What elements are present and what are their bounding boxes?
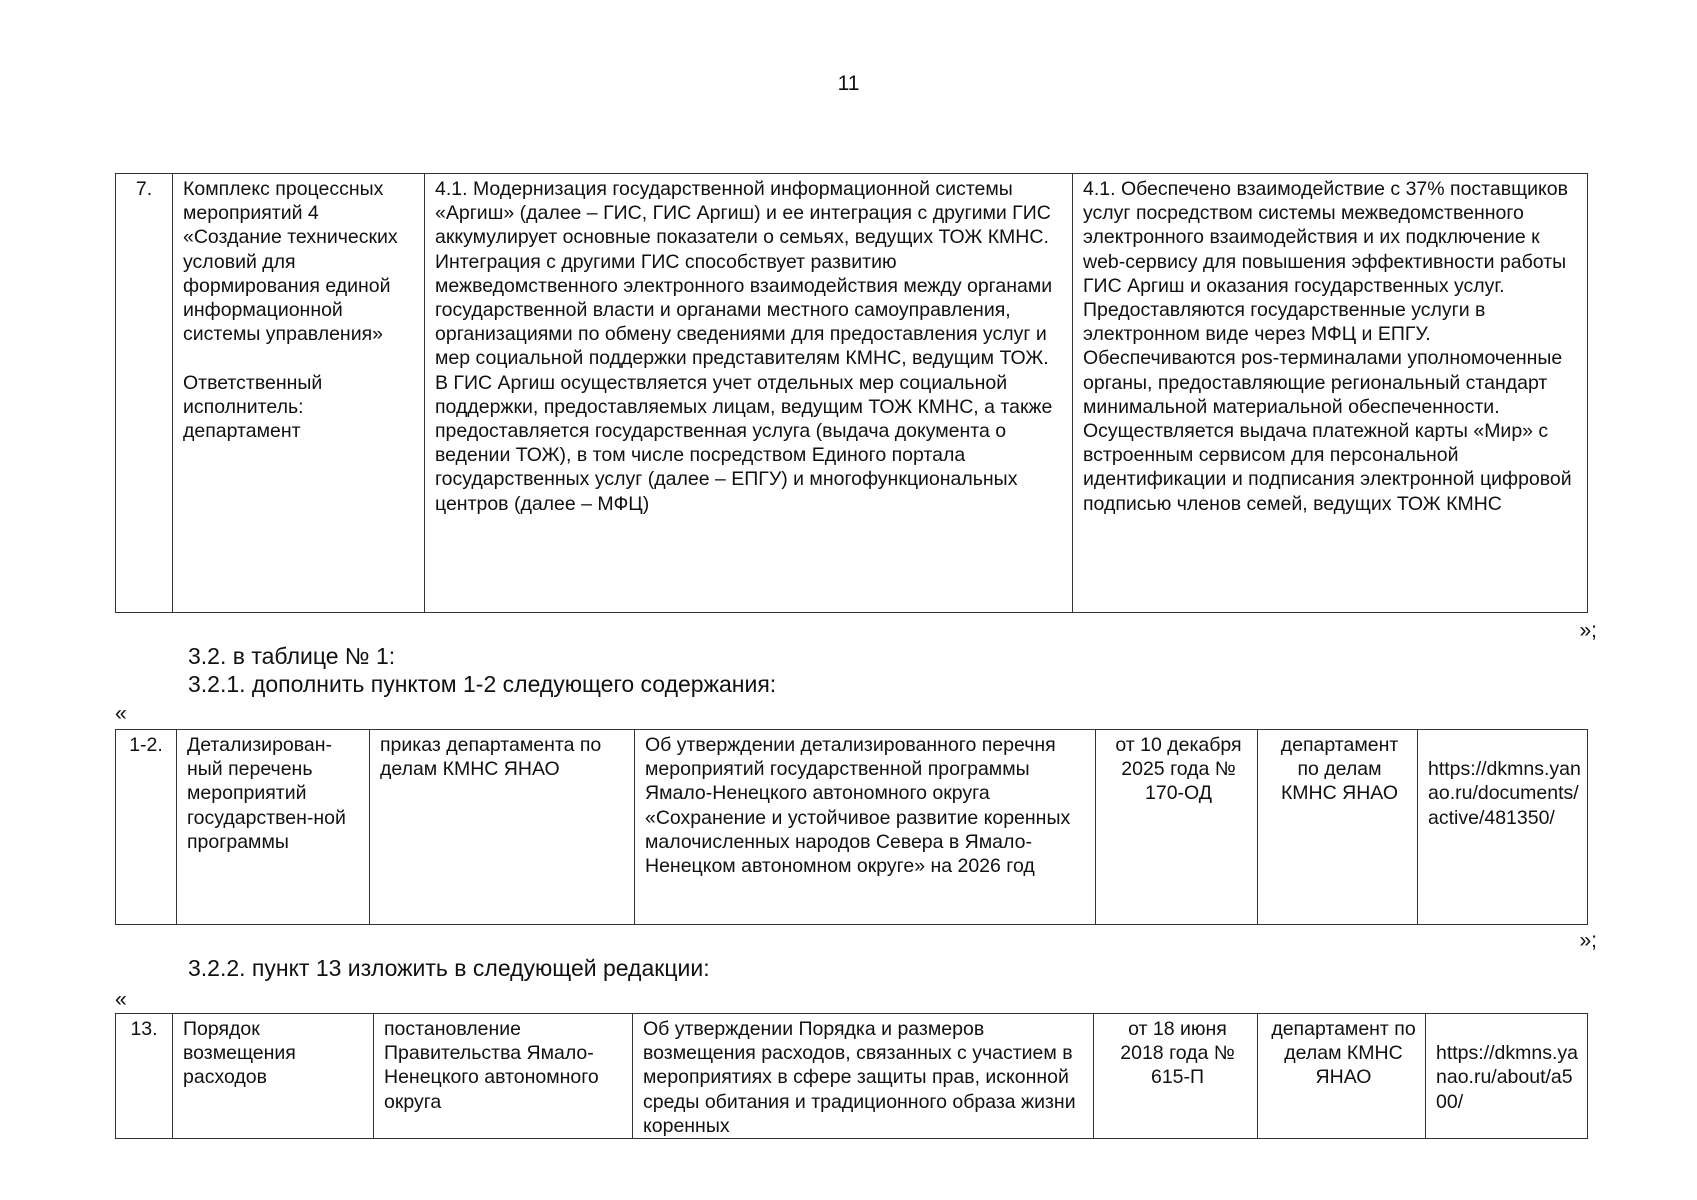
row-number: 7. bbox=[116, 174, 173, 613]
documents-table bbox=[115, 729, 1588, 925]
amendment-item: 3.2.1. дополнить пунктом 1-2 следующего содержания: bbox=[188, 671, 777, 697]
table-row bbox=[116, 1014, 1588, 1139]
document-name-cell: Порядок возмещения расходов bbox=[173, 1014, 374, 1139]
row-number: 13. bbox=[116, 1014, 173, 1139]
authority-cell: департамент по делам КМНС ЯНАО bbox=[1258, 1014, 1426, 1139]
opening-quote: « bbox=[115, 988, 127, 1011]
row-number: 1-2. bbox=[116, 730, 177, 925]
document-type-cell: постановление Правительства Ямало-Ненецкого автономного округа bbox=[374, 1014, 633, 1139]
link-cell bbox=[1418, 730, 1588, 925]
table-row bbox=[116, 730, 1588, 925]
amendment-item: 3.2.2. пункт 13 изложить в следующей редакции: bbox=[188, 955, 710, 981]
authority-cell: департамент по делам КМНС ЯНАО bbox=[1258, 730, 1418, 925]
link-cell bbox=[1426, 1014, 1588, 1139]
documents-table bbox=[115, 1013, 1588, 1139]
task-cell: 4.1. Модернизация государственной информационной системы «Аргиш» (далее – ГИС, ГИС Аргиш) и ее интеграция с другими ГИС аккумулирует основные показатели о семьях, ведущих ТОЖ КМНС. Интеграция с другими ГИС способствует развитию межведомственного электронного взаимодействия между органами государственной власти и органами местного самоуправления, организациями по обмену сведениями для предоставления услуг и мер социальной поддержки представителям КМНС, ведущим ТОЖ. В ГИС Аргиш осуществляется учет отдельных мер социальной поддержки, предоставляемых лицам, ведущим ТОЖ КМНС, а также предоставляется государственная услуга (выдача документа о ведении ТОЖ), в том числе посредством Единого портала государственных услуг (далее – ЕПГУ) и многофункциональных центров (далее – МФЦ) bbox=[425, 174, 1073, 613]
opening-quote: « bbox=[115, 702, 127, 725]
section-heading: 3.2. в таблице № 1: bbox=[188, 643, 396, 669]
document-title-cell: Об утверждении детализированного перечня мероприятий государственной программы Ямало-Ненецкого автономного округа «Сохранение и устойчивое развитие коренных малочисленных народов Севера в Ямало-Ненецком автономном округе» на 2026 год bbox=[635, 730, 1096, 925]
document-name-cell: Детализирован-ный перечень мероприятий государствен-ной программы bbox=[177, 730, 370, 925]
program-activities-table bbox=[115, 173, 1588, 613]
closing-quote: »; bbox=[1579, 929, 1597, 952]
document-title-cell: Об утверждении Порядка и размеров возмещения расходов, связанных с участием в мероприятиях в сфере защиты прав, исконной среды обитания и традиционного образа жизни коренных bbox=[633, 1014, 1094, 1139]
document-type-cell: приказ департамента по делам КМНС ЯНАО bbox=[370, 730, 635, 925]
closing-quote: »; bbox=[1579, 619, 1597, 642]
table-row bbox=[116, 174, 1588, 613]
document-link[interactable]: https://dkmns.yanao.ru/documents/active/481350/ bbox=[1428, 758, 1581, 829]
page-number: 11 bbox=[837, 72, 860, 95]
activity-cell: Комплекс процессных мероприятий 4 «Создание технических условий для формирования единой информационной системы управления» Ответственный исполнитель: департамент bbox=[173, 174, 425, 613]
document-date-cell: от 18 июня 2018 года № 615-П bbox=[1094, 1014, 1258, 1139]
document-date-cell: от 10 декабря 2025 года № 170-ОД bbox=[1096, 730, 1258, 925]
result-cell: 4.1. Обеспечено взаимодействие с 37% поставщиков услуг посредством системы межведомственного электронного взаимодействия и их подключение к web-сервису для повышения эффективности работы ГИС Аргиш и оказания государственных услуг. Предоставляются государственные услуги в электронном виде через МФЦ и ЕПГУ. Обеспечиваются pos-терминалами уполномоченные органы, предоставляющие региональный стандарт минимальной материальной обеспеченности. Осуществляется выдача платежной карты «Мир» с встроенным сервисом для персональной идентификации и подписания электронной цифровой подписью членов семей, ведущих ТОЖ КМНС bbox=[1073, 174, 1588, 613]
document-link[interactable]: https://dkmns.yanao.ru/about/a500/ bbox=[1436, 1042, 1578, 1113]
